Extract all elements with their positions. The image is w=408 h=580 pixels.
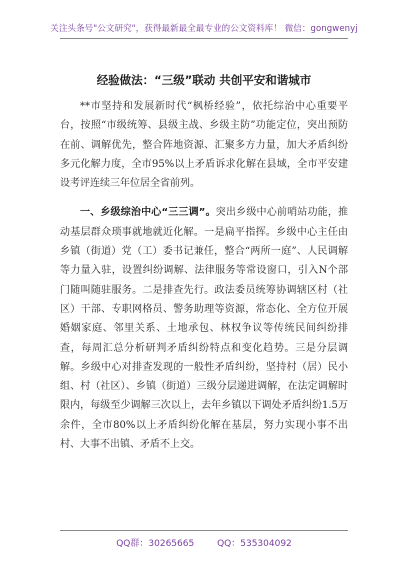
footer-qq-group: QQ群：30265665 [116,539,195,549]
section-heading: 一、乡级综治中心“三三调”。 [80,207,216,219]
footer [0,536,408,549]
document-body [60,97,348,454]
footer-divider [60,530,348,531]
section-paragraph [60,203,348,454]
header-note: 关注头条号"公文研究"，获得最新最全最专业的公文资料库！ 微信：gongwenyj [50,24,358,34]
footer-qq: QQ：535304092 [217,539,292,549]
header-divider [60,38,348,39]
section-body: 突出乡级中心前哨站功能，推动基层群众琐事就地就近化解。一是扁平指挥。乡级中心主任由乡镇（街道）党（工）委书记兼任，整合“两所一庭”、人民调解等力量入驻，设置纠纷调解、法律服务等常设窗口，引入N个部门随叫随驻服务。二是排查先行。政法委员统筹协调辖区村（社区）干部、专职网格员、警务助理等资源，常态化、全方位开展婚姻家庭、邻里关系、土地承包、林权争议等传统民间纠纷排查，每周汇总分析研判矛盾纠纷特点和变化趋势。三是分层调解。乡级中心对排查发现的一般性矛盾纠纷，坚持村（居）民小组、村（社区）、乡镇（街道）三级分层递进调解，在法定调解时限内，每级至少调解三次以上，去年乡镇以下调处矛盾纠纷1.5万余件，全市80%以上矛盾纠纷化解在基层，努力实现小事不出村、大事不出镇、矛盾不上交。 [60,207,349,451]
document-title: 经验做法：“三级”联动 共创平安和谐城市 [96,73,312,87]
intro-paragraph: **市坚持和发展新时代“枫桥经验”，依托综治中心重要平台，按照“市级统筹、县级主战、乡级主防”功能定位，突出预防在前、调解优先，整合阵地资源、汇聚多方力量，加大矛盾纠纷多元化解力度，全市95%以上矛盾诉求化解在县域，全市平安建设考评连续三年位居全省前列。 [60,101,348,190]
